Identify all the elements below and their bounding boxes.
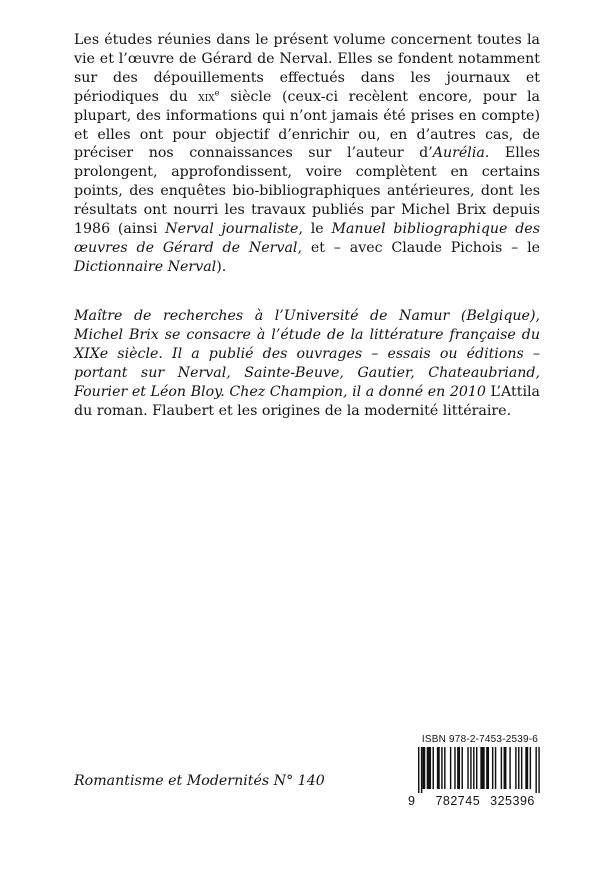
century-numeral: xix <box>198 88 215 104</box>
barcode-bar <box>535 747 536 793</box>
book-summary-paragraph <box>74 31 540 277</box>
barcode-bar <box>421 747 422 793</box>
barcode-digits <box>408 794 552 808</box>
barcode-bars <box>408 747 552 793</box>
barcode-bar <box>422 747 425 789</box>
barcode-bar <box>530 747 531 789</box>
summary-text-4: , le <box>298 221 332 238</box>
title-attila-du-roman: L’Attila du roman. Flaubert et les origines de la modernité littéraire <box>74 383 540 419</box>
series-label: Romantisme et Modernités N° 140 <box>74 773 325 789</box>
barcode-bar <box>525 747 528 789</box>
bio-text-2: . <box>506 402 512 419</box>
title-aurelia: Aurélia <box>432 145 485 162</box>
barcode-bar <box>473 747 474 789</box>
barcode-bar <box>495 747 496 789</box>
summary-text-1: Les études réunies dans le présent volume concernent toutes la vie et l’œuvre de Gérard de Nerval. Elles se fondent notamment sur des dépouillements effectués dans les journaux et périodiques du <box>74 32 540 105</box>
summary-text-6: ). <box>216 258 227 275</box>
barcode-bar <box>515 747 516 789</box>
barcode-bar <box>492 747 493 789</box>
barcode-bar <box>441 747 442 789</box>
barcode-bar <box>538 747 539 793</box>
barcode-bar <box>480 747 484 789</box>
barcode-bar <box>457 747 460 789</box>
summary-text-3: . Elles prolongent, approfondissent, voire complètent en certains points, des enquêtes bio-bibliographiques antérieures, dont les résultats ont nourri les travaux publiés par Michel Brix depuis 1986 (ainsi <box>74 145 540 238</box>
barcode-group-1: 782745 <box>435 794 481 808</box>
isbn-number: ISBN 978-2-7453-2539-6 <box>421 734 539 745</box>
title-manuel-bibliographique: Manuel bibliographique des œuvres de Gérard de Nerval <box>74 221 540 256</box>
century-superscript: e <box>214 87 220 98</box>
barcode-first-digit: 9 <box>408 794 416 808</box>
barcode-bar <box>427 747 431 789</box>
barcode-bar <box>470 747 471 789</box>
barcode-bar <box>462 747 463 789</box>
summary-text-2: siècle (ceux-ci recèlent encore, pour la plupart, des informations qui n’ont jamais été prises en compte) et elles ont pour objectif d’enrichir ou, en d’autres cas, de préciser nos connaissances sur l’auteur d’ <box>74 88 540 162</box>
title-nerval-journaliste: Nerval journaliste <box>165 221 299 238</box>
barcode-bar <box>433 747 434 789</box>
barcode-bar <box>509 747 510 789</box>
barcode-bar <box>504 747 507 789</box>
bio-text-1: Maître de recherches à l’Université de Namur (Belgique), Michel Brix se consacre à l’étude de la littérature française du XIXe siècle. Il a publié des ouvrages – essais ou éditions – portant sur Nerval, Sainte-Beuve, Gautier, Chateaubriand, Fourier et Léon Bloy. Chez Champion, il a donné en 2010 <box>74 308 540 400</box>
barcode-bar <box>454 747 455 789</box>
barcode-group-2: 325396 <box>490 794 535 808</box>
barcode-bar <box>521 747 522 789</box>
barcode-bar <box>467 747 468 789</box>
barcode-bar <box>450 747 451 789</box>
barcode-bar <box>486 747 489 789</box>
isbn-barcode <box>408 734 552 808</box>
author-bio-paragraph <box>74 307 540 420</box>
summary-text-5: , et – avec Claude Pichois – le <box>297 239 541 256</box>
title-dictionnaire-nerval: Dictionnaire Nerval <box>74 258 217 275</box>
barcode-bar <box>476 747 477 789</box>
barcode-bar <box>501 747 502 789</box>
barcode-bar <box>518 747 519 789</box>
barcode-bar <box>444 747 445 789</box>
barcode-bar <box>437 747 440 789</box>
barcode-bar <box>418 747 419 793</box>
